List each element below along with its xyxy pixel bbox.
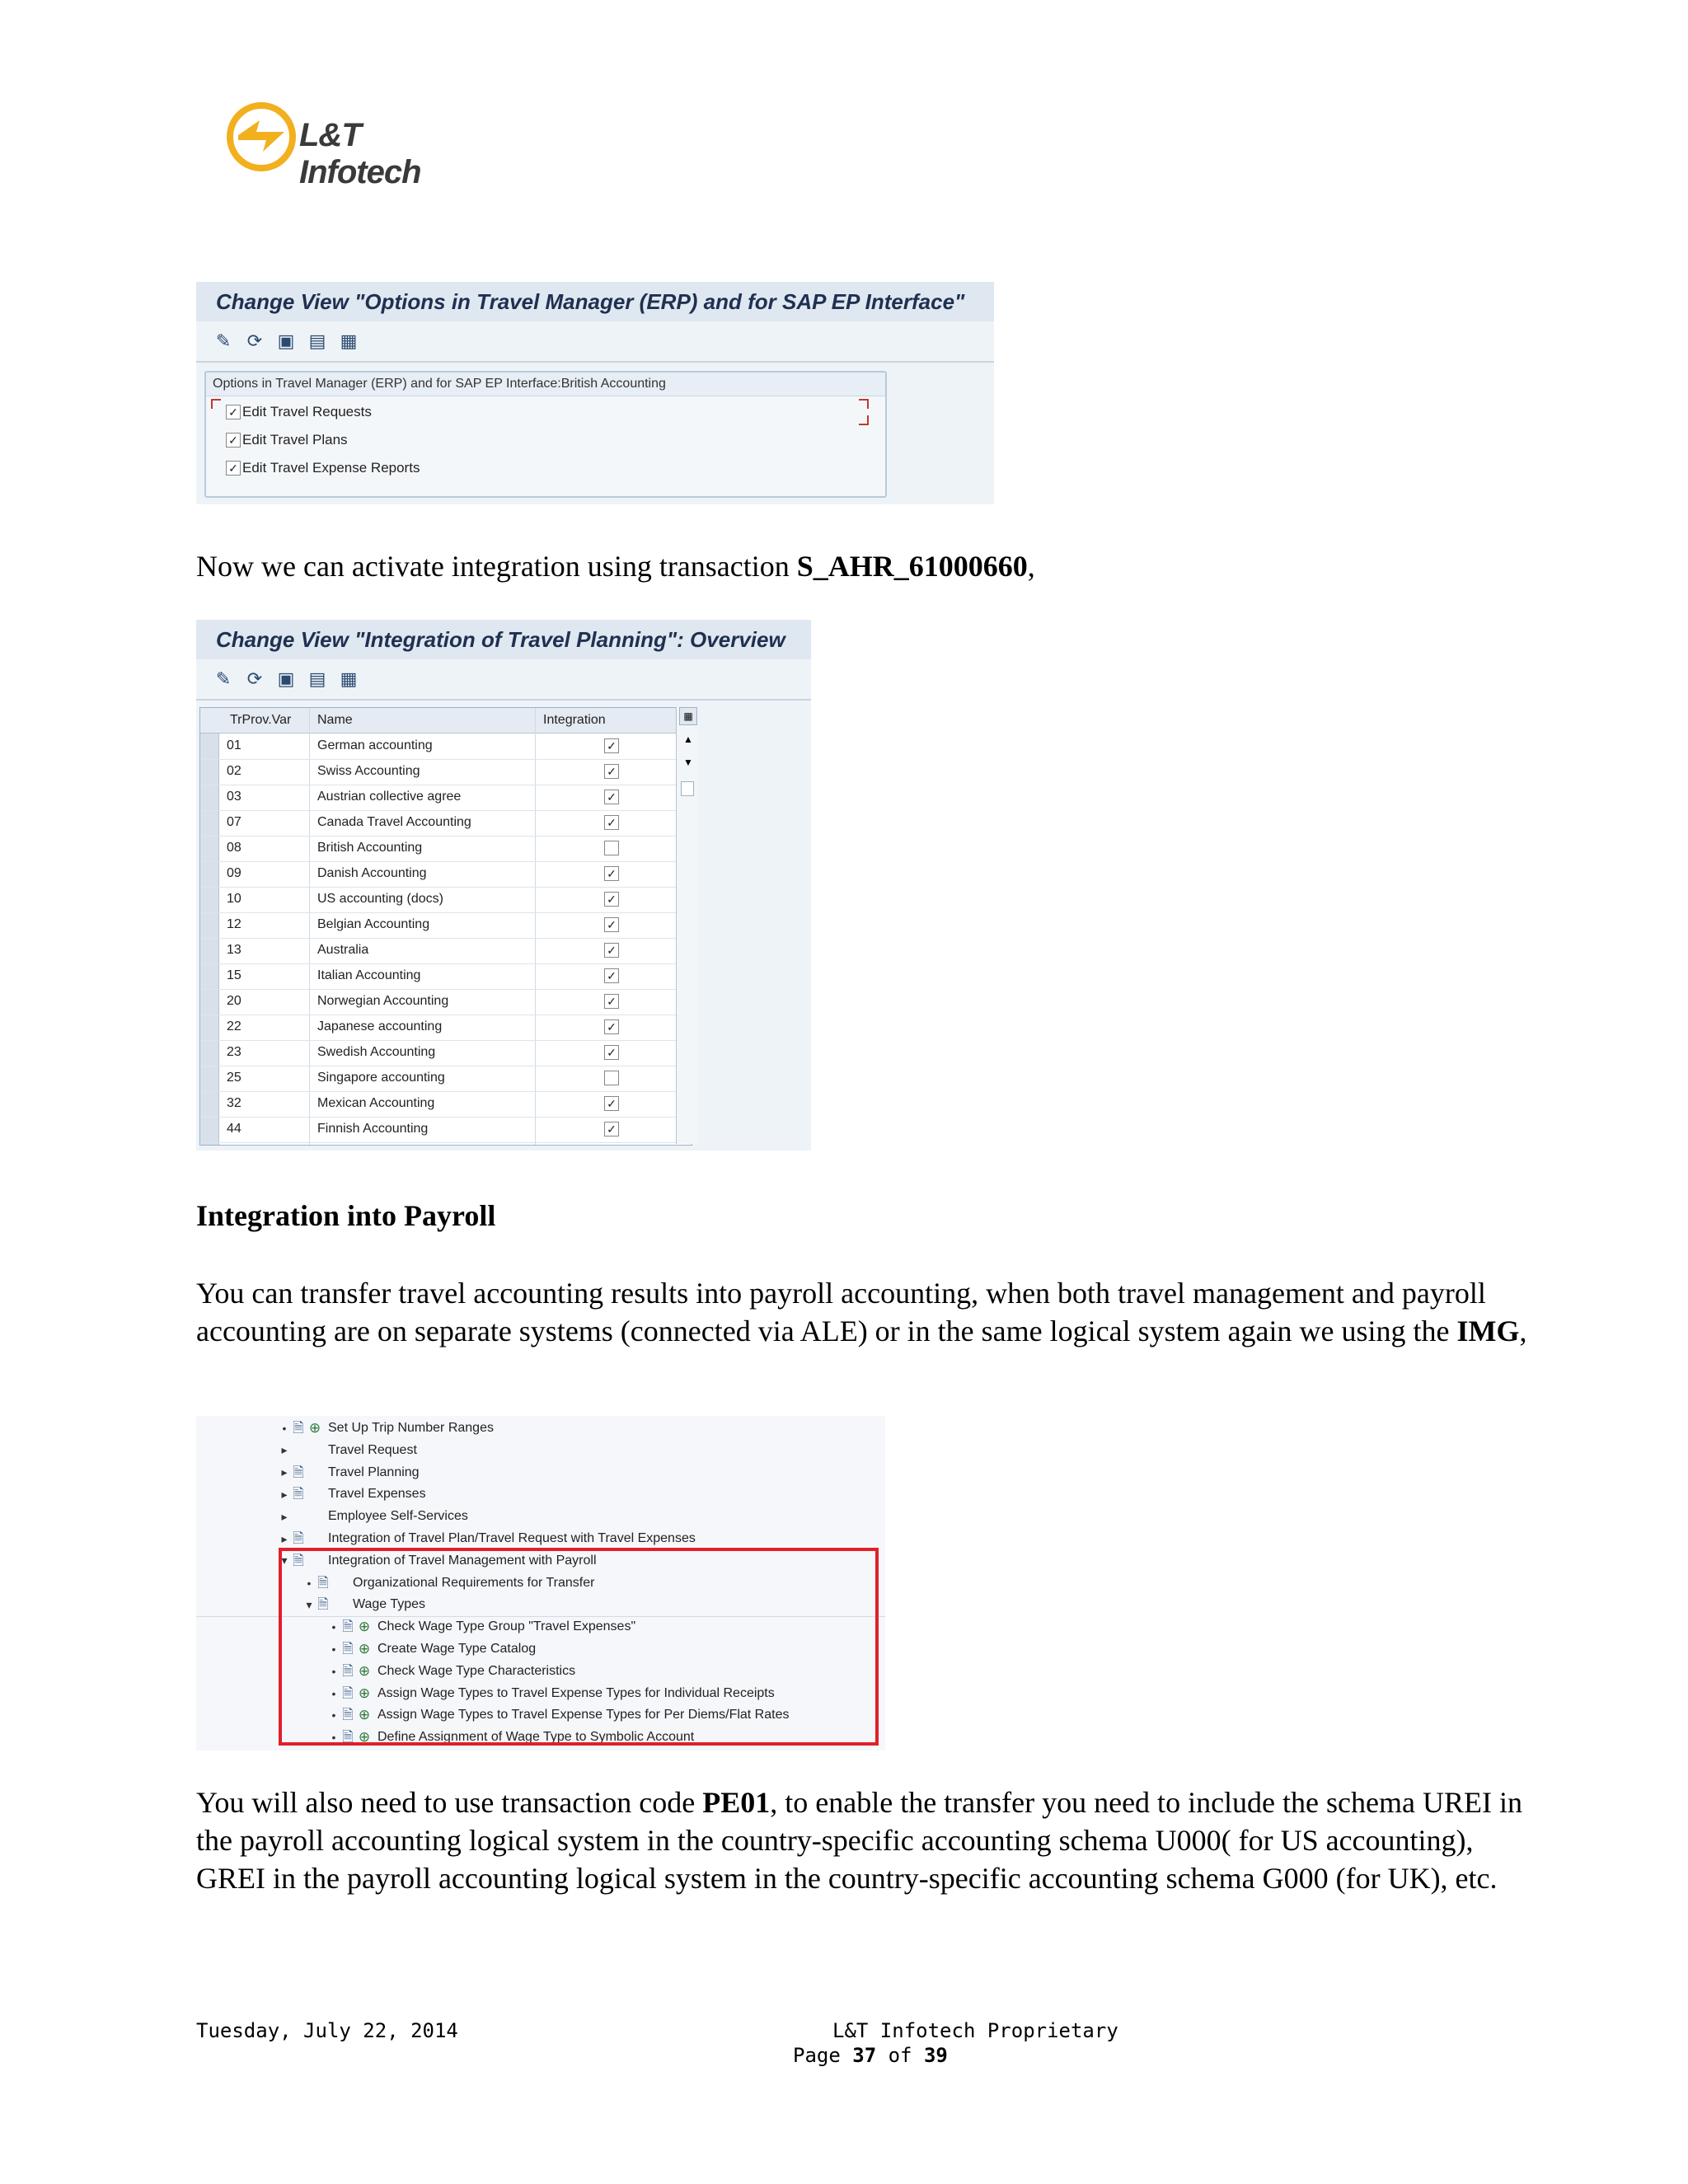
tree-node[interactable] <box>279 1462 420 1483</box>
table-row[interactable] <box>200 861 692 888</box>
integration-checkbox[interactable]: ✓ <box>604 790 619 804</box>
integration-checkbox[interactable]: ✓ <box>604 738 619 753</box>
footer-date: Tuesday, July 22, 2014 <box>196 2019 458 2042</box>
cell-var: 03 <box>227 790 241 804</box>
scroll-up-icon[interactable]: ▲ <box>683 733 693 745</box>
cell-name: Danish Accounting <box>317 866 427 880</box>
section-text: You can transfer travel accounting results into payroll accounting, when both travel management and payroll accounting are on separate systems (connected via ALE) or in the same logical system again we using the <box>196 1277 1486 1347</box>
copy-icon[interactable]: ▤ <box>308 668 326 689</box>
toolbar-divider <box>196 361 994 363</box>
tree-node-label: Set Up Trip Number Ranges <box>328 1421 494 1435</box>
option-edit-travel-plans[interactable] <box>226 432 348 448</box>
document-icon[interactable]: 🗎 <box>342 1662 354 1679</box>
document-icon[interactable]: 🗎 <box>293 1486 304 1502</box>
expand-toggle[interactable]: ▸ <box>281 1509 288 1523</box>
expand-toggle[interactable]: ▸ <box>281 1487 288 1501</box>
toolbar <box>211 325 361 358</box>
table-row[interactable] <box>200 1015 692 1041</box>
tree-node-label: Travel Request <box>328 1442 417 1457</box>
document-icon[interactable]: 🗎 <box>342 1685 354 1701</box>
table-row[interactable] <box>200 963 692 990</box>
tree-node-label: Organizational Requirements for Transfer <box>353 1575 595 1590</box>
document-icon[interactable]: 🗎 <box>293 1464 304 1480</box>
execute-icon[interactable]: ⊕ <box>358 1707 371 1723</box>
table-row[interactable] <box>200 912 692 939</box>
document-icon[interactable]: 🗎 <box>317 1596 329 1613</box>
cell-name: Italian Accounting <box>317 968 421 982</box>
tree-node-label: Employee Self-Services <box>328 1509 468 1524</box>
col-header-var[interactable]: TrProv.Var <box>230 713 292 727</box>
vertical-scrollbar[interactable] <box>676 707 698 1144</box>
sap-integration-overview-screenshot <box>196 620 811 1151</box>
table-row[interactable] <box>200 836 692 862</box>
company-logo <box>227 99 490 190</box>
option-label: Edit Travel Expense Reports <box>242 460 420 476</box>
section-suffix: , <box>1519 1315 1527 1347</box>
tree-node-label: Integration of Travel Plan/Travel Request with Travel Expenses <box>328 1531 696 1545</box>
column-settings-icon[interactable]: ▦ <box>679 707 697 725</box>
table-row[interactable] <box>200 989 692 1015</box>
table-row[interactable] <box>200 1091 692 1118</box>
document-icon[interactable]: 🗎 <box>317 1574 329 1591</box>
closing-text: , to enable the transfer you need to include the schema UREI in the payroll accounting logical system in the country-specific accounting schema U000( for US accounting), GREI in the payroll accounting logical system in the country-specific accounting schema G000 (for UK), etc. <box>196 1786 1522 1895</box>
integration-checkbox[interactable] <box>604 1071 619 1085</box>
option-label: Edit Travel Plans <box>242 432 348 448</box>
table-row[interactable] <box>200 938 692 964</box>
cell-name: Mexican Accounting <box>317 1096 435 1110</box>
options-group <box>204 371 887 498</box>
logo-text: L&T Infotech <box>299 117 421 190</box>
focus-corner <box>859 415 869 425</box>
document-icon[interactable]: 🗎 <box>342 1729 354 1746</box>
expand-toggle[interactable]: • <box>331 1643 336 1656</box>
lt-logo-icon <box>227 102 296 171</box>
tree-node-label: Check Wage Type Group "Travel Expenses" <box>377 1619 636 1634</box>
page-label: Page <box>793 2044 853 2067</box>
tree-node-label: Travel Planning <box>328 1465 420 1479</box>
tree-node[interactable] <box>279 1483 426 1505</box>
integration-checkbox[interactable]: ✓ <box>604 994 619 1009</box>
cell-var: 13 <box>227 943 241 957</box>
transaction-code: S_AHR_61000660 <box>796 550 1028 583</box>
cell-var: 01 <box>227 738 241 752</box>
expand-toggle[interactable]: ▾ <box>281 1554 288 1568</box>
refresh-icon[interactable]: ⟳ <box>246 668 263 689</box>
checkbox[interactable]: ✓ <box>226 405 241 419</box>
intro-suffix: , <box>1027 550 1035 583</box>
edit-icon[interactable]: ✎ <box>215 668 232 689</box>
table-header <box>200 708 692 733</box>
table-row[interactable] <box>200 810 692 837</box>
cell-name: Finnish Accounting <box>317 1122 429 1136</box>
focus-corner <box>211 399 221 409</box>
cell-var: 22 <box>227 1019 241 1033</box>
cell-var: 10 <box>227 892 241 906</box>
tree-node-label: Create Wage Type Catalog <box>377 1642 537 1656</box>
integration-checkbox[interactable]: ✓ <box>604 1045 619 1060</box>
col-header-name[interactable]: Name <box>317 713 353 727</box>
tree-node[interactable] <box>279 1418 494 1439</box>
expand-toggle[interactable]: ▾ <box>306 1597 312 1611</box>
execute-icon[interactable]: ⊕ <box>358 1662 371 1679</box>
document-icon[interactable]: 🗎 <box>293 1552 304 1568</box>
tree-node-label: Define Assignment of Wage Type to Symbolic Account <box>377 1730 695 1745</box>
integration-checkbox[interactable] <box>604 841 619 855</box>
new-entries-icon[interactable]: ▣ <box>277 668 295 689</box>
expand-toggle[interactable]: • <box>331 1686 336 1700</box>
expand-toggle[interactable]: • <box>331 1620 336 1634</box>
sap-options-screenshot <box>196 282 994 504</box>
tree-node-label: Integration of Travel Management with Payroll <box>328 1553 597 1568</box>
expand-toggle[interactable]: • <box>307 1576 312 1590</box>
option-label: Edit Travel Requests <box>242 404 372 419</box>
img-term: IMG <box>1456 1315 1520 1347</box>
execute-icon[interactable]: ⊕ <box>358 1619 371 1635</box>
section-paragraph <box>196 1274 1531 1350</box>
img-tree-screenshot <box>196 1416 885 1750</box>
cell-name: Belgian Accounting <box>317 917 430 931</box>
expand-toggle[interactable]: • <box>331 1708 336 1722</box>
col-header-integration[interactable]: Integration <box>543 713 606 727</box>
toolbar <box>211 663 361 696</box>
edit-icon[interactable]: ✎ <box>215 330 232 351</box>
tree-node-label: Check Wage Type Characteristics <box>377 1663 576 1678</box>
cell-var: 23 <box>227 1045 241 1059</box>
scroll-down-icon[interactable]: ▼ <box>683 757 693 768</box>
cell-var: 25 <box>227 1071 241 1085</box>
toolbar-divider <box>196 699 811 701</box>
expand-toggle[interactable]: • <box>282 1422 287 1435</box>
table-row[interactable] <box>200 1117 692 1143</box>
table-row[interactable] <box>200 785 692 811</box>
integration-checkbox[interactable]: ✓ <box>604 1096 619 1111</box>
copy-icon[interactable]: ▤ <box>308 330 326 351</box>
cell-var: 08 <box>227 841 241 855</box>
integration-table <box>199 707 692 1146</box>
integration-checkbox[interactable]: ✓ <box>604 968 619 983</box>
checkbox[interactable]: ✓ <box>226 461 241 476</box>
document-icon[interactable]: 🗎 <box>342 1641 354 1657</box>
execute-icon[interactable]: ⊕ <box>308 1420 321 1436</box>
integration-checkbox[interactable]: ✓ <box>604 764 619 779</box>
page-of: of <box>876 2044 924 2067</box>
cell-var: 09 <box>227 866 241 880</box>
cell-var: 44 <box>227 1122 241 1136</box>
integration-checkbox[interactable]: ✓ <box>604 943 619 958</box>
option-edit-travel-expense-reports[interactable] <box>226 460 420 476</box>
scroll-thumb[interactable] <box>681 781 694 796</box>
screen-title: Change View "Options in Travel Manager (ERP) and for SAP EP Interface" <box>196 282 994 321</box>
page-total: 39 <box>923 2044 948 2067</box>
highlight-box <box>279 1548 879 1746</box>
table-row[interactable] <box>200 759 692 785</box>
cell-var: 15 <box>227 968 241 982</box>
checkbox[interactable]: ✓ <box>226 433 241 448</box>
integration-checkbox[interactable]: ✓ <box>604 815 619 830</box>
section-heading: Integration into Payroll <box>196 1199 496 1232</box>
table-row[interactable] <box>200 1066 692 1092</box>
document-icon[interactable]: 🗎 <box>293 1530 304 1546</box>
cell-name: German accounting <box>317 738 433 752</box>
execute-icon[interactable]: ⊕ <box>358 1685 371 1701</box>
cell-name: Japanese accounting <box>317 1019 443 1033</box>
execute-icon[interactable]: ⊕ <box>358 1641 371 1657</box>
integration-checkbox[interactable]: ✓ <box>604 1019 619 1034</box>
refresh-icon[interactable]: ⟳ <box>246 330 263 351</box>
integration-checkbox[interactable]: ✓ <box>604 866 619 881</box>
cell-var: 12 <box>227 917 241 931</box>
tree-node-label: Assign Wage Types to Travel Expense Types for Individual Receipts <box>377 1685 775 1700</box>
document-icon[interactable]: 🗎 <box>293 1420 304 1436</box>
tree-node[interactable] <box>279 1440 417 1461</box>
expand-toggle[interactable]: • <box>331 1664 336 1678</box>
cell-name: Singapore accounting <box>317 1071 445 1085</box>
focus-corner <box>859 399 869 409</box>
cell-name: British Accounting <box>317 841 423 855</box>
document-icon[interactable]: 🗎 <box>342 1619 354 1635</box>
expand-toggle[interactable]: ▸ <box>281 1443 288 1457</box>
table-row[interactable] <box>200 1040 692 1066</box>
export-icon[interactable]: ▦ <box>340 330 358 351</box>
cell-var: 32 <box>227 1096 241 1110</box>
integration-checkbox[interactable]: ✓ <box>604 1122 619 1137</box>
screen-title: Change View "Integration of Travel Planning": Overview <box>196 620 811 659</box>
transaction-code: PE01 <box>702 1786 771 1819</box>
cell-var: 02 <box>227 764 241 778</box>
tree-node-label: Assign Wage Types to Travel Expense Types for Per Diems/Flat Rates <box>377 1708 790 1722</box>
tree-node[interactable] <box>279 1528 696 1549</box>
cell-name: Australia <box>317 943 369 957</box>
group-title: Options in Travel Manager (ERP) and for SAP EP Interface:British Accounting <box>206 373 885 396</box>
tree-node-label: Wage Types <box>353 1597 426 1612</box>
integration-checkbox[interactable]: ✓ <box>604 892 619 907</box>
option-edit-travel-requests[interactable] <box>226 404 372 420</box>
cell-var: 20 <box>227 994 241 1008</box>
intro-paragraph <box>196 547 1531 585</box>
expand-toggle[interactable]: ▸ <box>281 1531 288 1545</box>
expand-toggle[interactable]: • <box>331 1731 336 1745</box>
tree-node[interactable] <box>279 1506 468 1527</box>
page-current: 37 <box>852 2044 877 2067</box>
cell-name: Swedish Accounting <box>317 1045 436 1059</box>
save-icon[interactable]: ▣ <box>277 330 295 351</box>
cell-name: Canada Travel Accounting <box>317 815 471 829</box>
footer-proprietary: L&T Infotech Proprietary <box>832 2019 1118 2042</box>
integration-checkbox[interactable]: ✓ <box>604 917 619 932</box>
closing-prefix: You will also need to use transaction code <box>196 1786 703 1819</box>
table-row[interactable] <box>200 733 692 760</box>
cell-name: US accounting (docs) <box>317 892 443 906</box>
cell-var: 07 <box>227 815 241 829</box>
cell-name: Austrian collective agree <box>317 790 462 804</box>
cell-name: Norwegian Accounting <box>317 994 449 1008</box>
footer-page-number <box>793 2044 948 2067</box>
expand-toggle[interactable]: ▸ <box>281 1465 288 1479</box>
execute-icon[interactable]: ⊕ <box>358 1729 371 1746</box>
table-row[interactable] <box>200 887 692 913</box>
closing-paragraph <box>196 1783 1531 1897</box>
intro-text: Now we can activate integration using transaction <box>196 550 797 583</box>
document-icon[interactable]: 🗎 <box>342 1707 354 1723</box>
tree-node-label: Travel Expenses <box>328 1487 426 1502</box>
cell-name: Swiss Accounting <box>317 764 420 778</box>
delete-icon[interactable]: ▦ <box>340 668 358 689</box>
